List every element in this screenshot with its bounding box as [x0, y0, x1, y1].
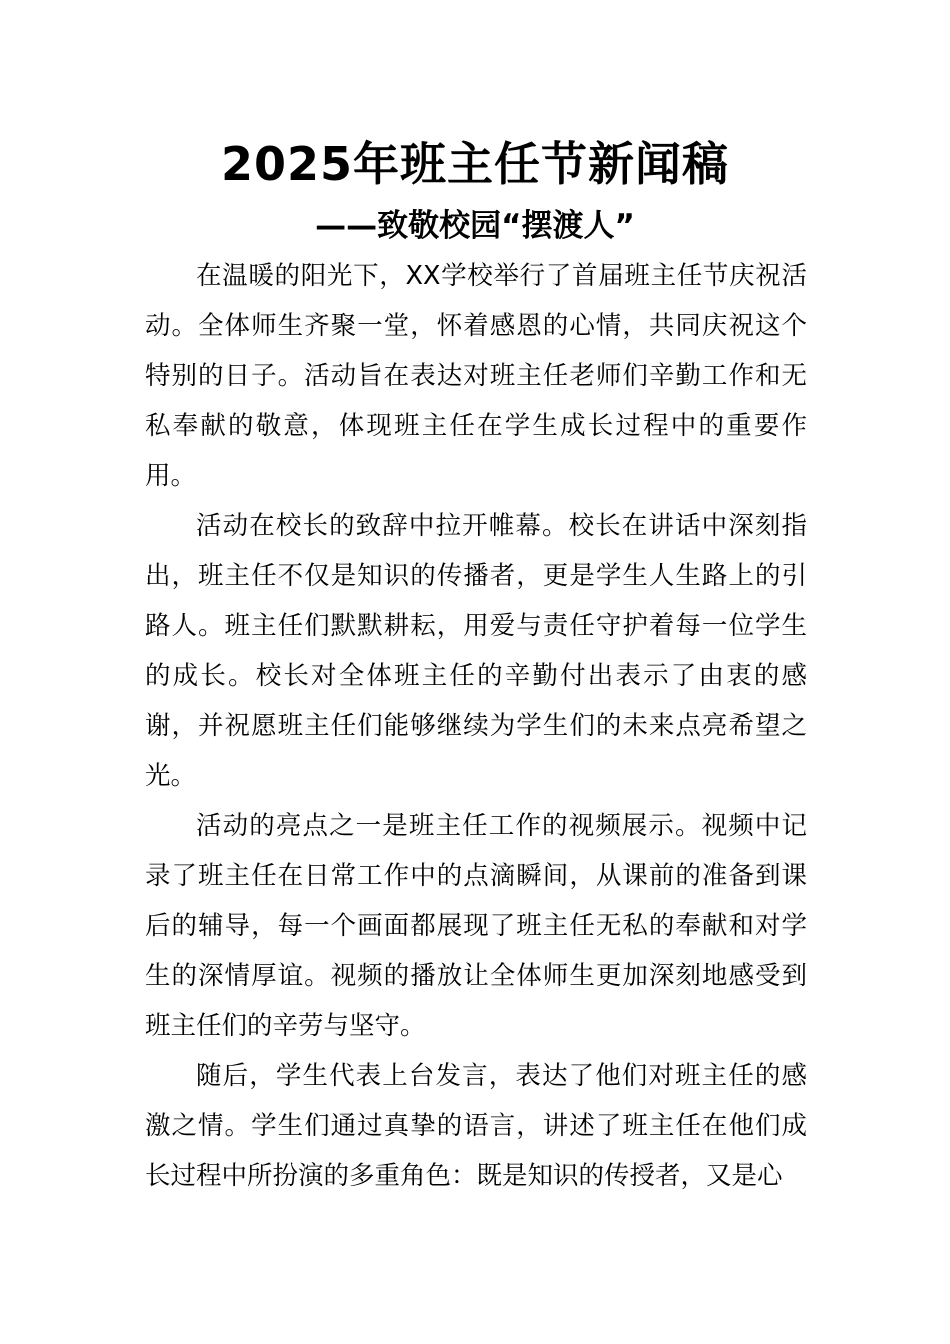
paragraph: 随后，学生代表上台发言，表达了他们对班主任的感激之情。学生们通过真挚的语言，讲述了班主任在他们成长过程中所扮演的多重角色：既是知识的传授者，又是心	[145, 1061, 807, 1191]
paragraph: 活动的亮点之一是班主任工作的视频展示。视频中记录了班主任在日常工作中的点滴瞬间，从课前的准备到课后的辅导，每一个画面都展现了班主任无私的奉献和对学生的深情厚谊。视频的播放让全体师生更加深刻地感受到班主任们的辛劳与坚守。	[145, 811, 807, 1041]
paragraph: 在温暖的阳光下，XX学校举行了首届班主任节庆祝活动。全体师生齐聚一堂，怀着感恩的心情，共同庆祝这个特别的日子。活动旨在表达对班主任老师们辛勤工作和无私奉献的敬意，体现班主任在学生成长过程中的重要作用。	[145, 261, 807, 491]
paragraph: 活动在校长的致辞中拉开帷幕。校长在讲话中深刻指出，班主任不仅是知识的传播者，更是学生人生路上的引路人。班主任们默默耕耘，用爱与责任守护着每一位学生的成长。校长对全体班主任的辛勤付出表示了由衷的感谢，并祝愿班主任们能够继续为学生们的未来点亮希望之光。	[145, 511, 807, 791]
document-title: 2025年班主任节新闻稿	[220, 137, 730, 191]
document-body	[145, 251, 807, 1201]
document-subtitle: ——致敬校园“摆渡人”	[315, 208, 635, 244]
